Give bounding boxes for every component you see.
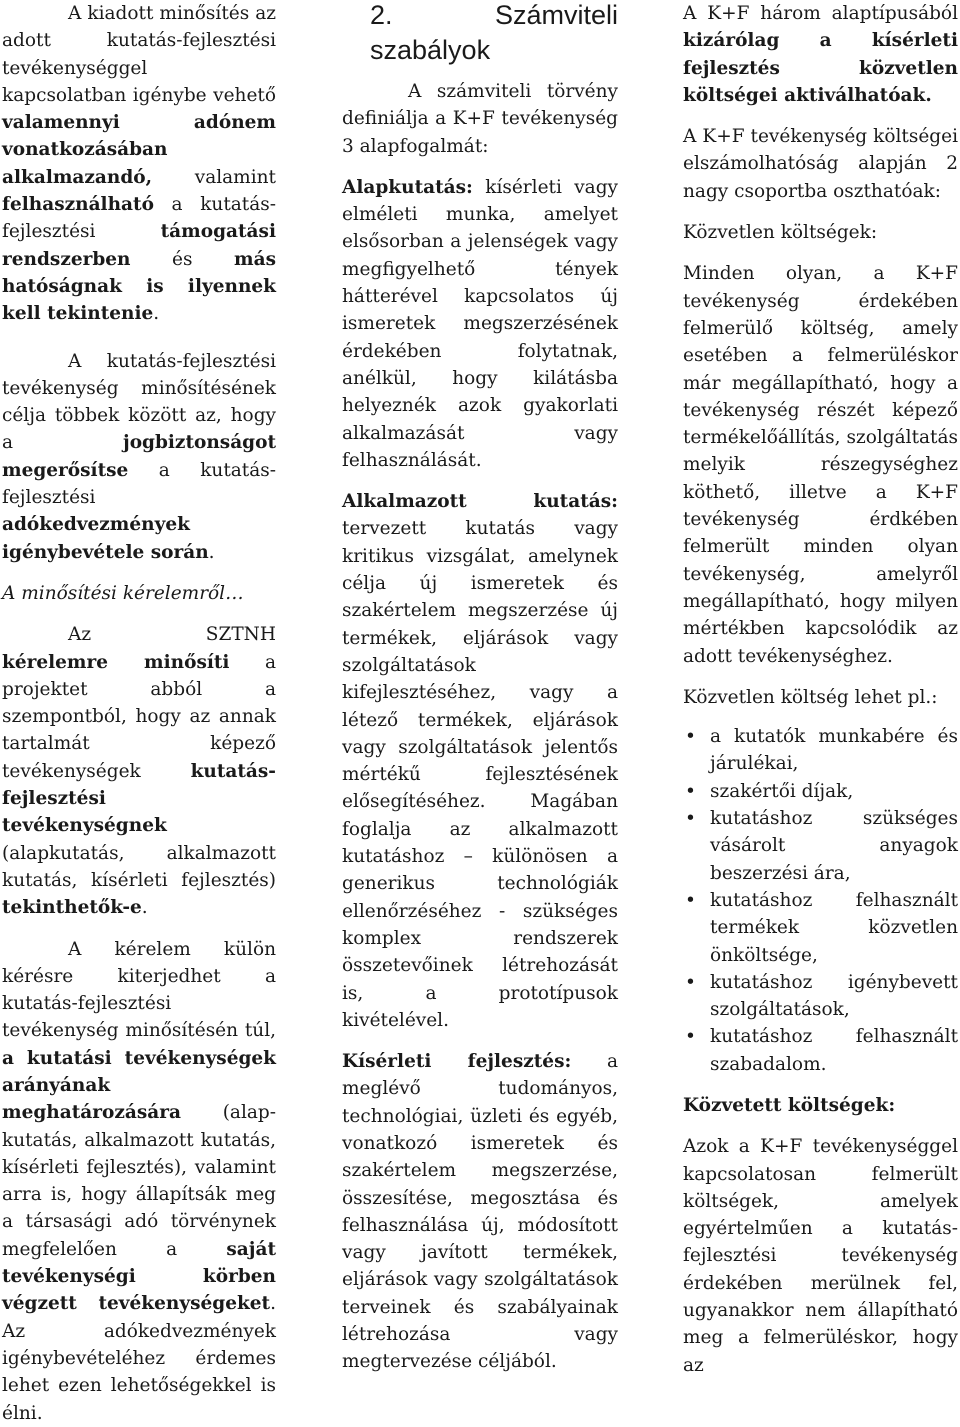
list-item: • szakértői díjak, (683, 778, 958, 805)
paragraph: A K+F három alaptípusából kizárólag a kísérleti fejlesztés közvetlen költségei aktiválhatóak. (683, 3, 958, 106)
paragraph: A kutatás-fejlesztési tevékenység minősítésének célja többek között az, hogy a jogbiztonságot megerősítse a kutatás-fejlesztési adókedvezmények igénybevétele során. (2, 350, 276, 563)
subsection-heading: Közvetett költségek: (683, 1094, 896, 1116)
paragraph: A K+F tevékenység költségei elszámolhatóság alapján 2 nagy csoportba oszthatóak: (683, 126, 958, 202)
paragraph: Kísérleti fejlesztés: a meglévő tudományos, technológiai, üzleti és egyéb, vonatkozó ismeretek és szakértelem megszerzése, összesítése, megosztása és felhasználása új, módosított vagy javított termékek, eljárások vagy szolgáltatások terveinek és szabályainak létrehozása vagy megtervezése céljából. (342, 1051, 618, 1373)
list-item: • kutatáshoz felhasznált termékek közvetlen önköltsége, (683, 887, 958, 969)
paragraph: Közvetlen költség lehet pl.: (683, 686, 938, 708)
column-middle (342, 0, 618, 1376)
paragraph: Azok a K+F tevékenységgel kapcsolatosan felmerült költségek, amelyek egyértelműen a kutatás-fejlesztési tevékenység érdekében merülnek fel, ugyanakkor nem állapítható meg a felmerüléskor, hogy az (683, 1136, 958, 1376)
bullet-icon: • (685, 808, 696, 830)
subsection-heading: Közvetlen költségek: (683, 222, 878, 244)
list-item: • kutatáshoz felhasznált szabadalom. (683, 1023, 958, 1078)
paragraph: Az SZTNH kérelemre minősíti a projektet abból a szempontból, hogy az annak tartalmát képező tevékenységek kutatás-fejlesztési tevékenységnek (alapkutatás, alkalmazott kutatás, kísérleti fejlesztés) tekinthetők-e. (2, 624, 276, 919)
list-item: • kutatáshoz igénybevett szolgáltatások, (683, 969, 958, 1024)
paragraph: A kiadott minősítés az adott kutatás-fejlesztési tevékenységgel kapcsolatban igénybe vehető valamennyi adónem vonatkozásában alkalmazandó, valamint felhasználható a kutatás-fejlesztési támogatási rendszerben és más hatóságnak is ilyennek kell tekintenie. (2, 3, 276, 325)
list-item: • kutatáshoz szükséges vásárolt anyagok beszerzési ára, (683, 805, 958, 887)
cost-list (683, 723, 958, 1078)
bullet-icon: • (685, 971, 696, 993)
paragraph: A kérelem külön kérésre kiterjedhet a kutatás-fejlesztési tevékenység minősítésén túl, a kutatási tevékenységek arányának meghatározására (alap-kutatás, alkalmazott kutatás, kísérleti fejlesztés), valamint arra is, hogy állapítsák meg a társasági adó törvénynek megfelelően a saját tevékenységi körben végzett tevékenységeket. Az adókedvezmények igénybevételéhez érdemes lehet ezen lehetőségekkel is élni. (2, 938, 276, 1424)
bullet-icon: • (685, 780, 696, 802)
paragraph: Minden olyan, a K+F tevékenység érdekében felmerülő költség, amely esetében a felmerüléskor már megállapítható, hogy a tevékenység részét képező termékelőállítás, szolgáltatás melyik részegységhez köthető, illetve a K+F tevékenység érdkében felmerült minden olyan tevékenység, amelyről megállapítható, hogy milyen mértékben kapcsolódik az adott tevékenységhez. (683, 263, 958, 667)
section-subheading: A minősítési kérelemről… (2, 582, 244, 604)
column-right (683, 0, 958, 1379)
paragraph: Alkalmazott kutatás: tervezett kutatás vagy kritikus vizsgálat, amelynek célja új ismeretek és szakértelem megszerzése új termékek, eljárások vagy szolgáltatások kifejlesztéséhez, vagy a létező termékek, eljárások vagy szolgáltatások jelentős mértékű fejlesztésének elősegítéséhez. Magában foglalja az alkalmazott kutatáshoz – különösen a generikus technológiák ellenőrzéséhez - szükséges komplex rendszerek összetevőinek létrehozását is, a prototípusok kivételével. (342, 491, 618, 1031)
section-heading: 2. Számviteli szabályok (370, 0, 618, 65)
paragraph: Alapkutatás: kísérleti vagy elméleti munka, amelyet elsősorban a jelenségek vagy megfigyelhető tények hátterével kapcsolatos új ismeretek megszerzésének érdekében folytatnak, anélkül, hogy kilátásba helyeznék azok gyakorlati alkalmazását vagy felhasználását. (342, 176, 618, 471)
bullet-icon: • (685, 1026, 696, 1048)
column-left (2, 0, 276, 1427)
bullet-icon: • (685, 726, 696, 748)
list-item: • a kutatók munkabére és járulékai, (683, 723, 958, 778)
paragraph: A számviteli törvény definiálja a K+F tevékenység 3 alapfogalmát: (342, 81, 618, 157)
bullet-icon: • (685, 889, 696, 911)
